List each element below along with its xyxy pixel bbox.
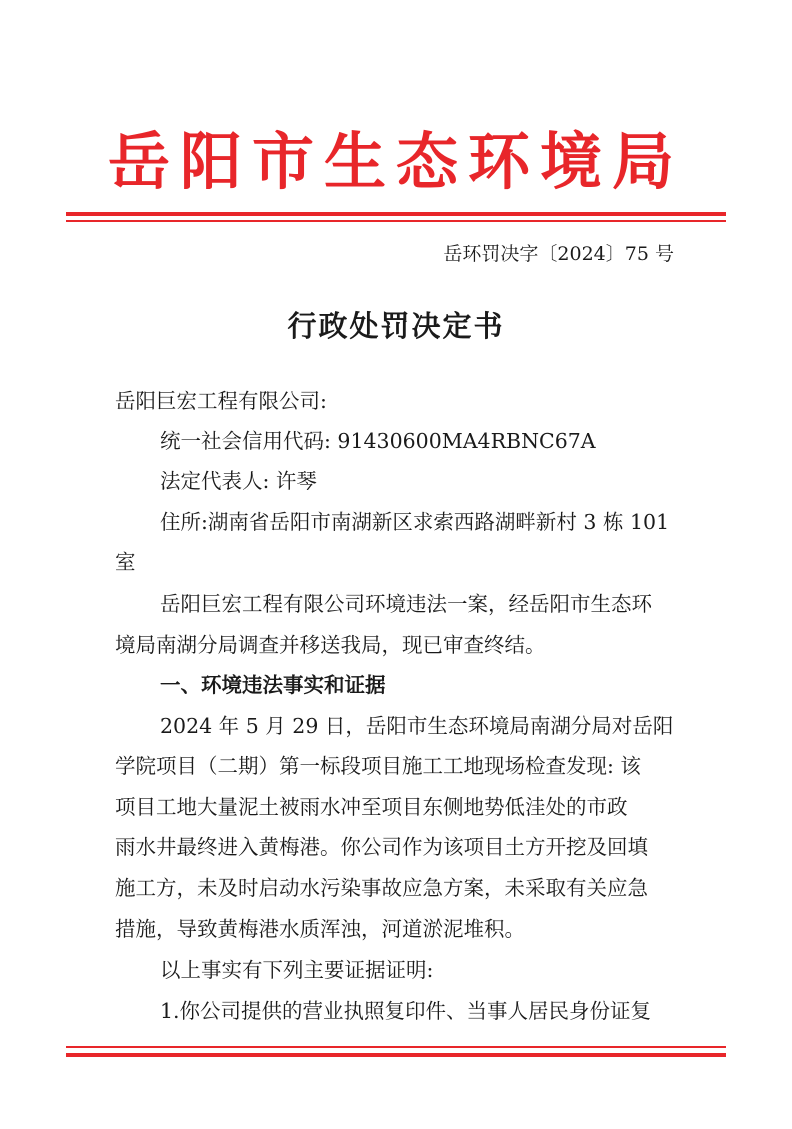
intro-line: 境局南湖分局调查并移送我局，现已审查终结。: [115, 633, 546, 657]
document-title: 行政处罚决定书: [287, 309, 505, 343]
agency-masthead: 岳阳市生态环境局: [107, 125, 684, 198]
intro-line: 岳阳巨宏工程有限公司环境违法一案，经岳阳市生态环: [160, 592, 652, 616]
paragraph-line: 学院项目（二期）第一标段项目施工工地现场检查发现: 该: [115, 754, 641, 778]
address-line-2: 室: [115, 550, 136, 574]
footer-rule-thin: [66, 1046, 726, 1048]
document-number: 岳环罚决字〔2024〕75 号: [443, 243, 674, 265]
paragraph-line: 施工方，未及时启动水污染事故应急方案，未采取有关应急: [115, 876, 648, 900]
paragraph-line: 2024 年 5 月 29 日，岳阳市生态环境局南湖分局对岳阳: [160, 714, 674, 738]
paragraph-line: 措施，导致黄梅港水质浑浊，河道淤泥堆积。: [115, 917, 525, 941]
party-name: 岳阳巨宏工程有限公司:: [115, 389, 327, 413]
header-rule-thin: [66, 220, 726, 222]
address-line-1: 住所:湖南省岳阳市南湖新区求索西路湖畔新村 3 栋 101: [160, 510, 670, 534]
header-rule-thick: [66, 212, 726, 216]
paragraph-line: 项目工地大量泥土被雨水冲至项目东侧地势低洼处的市政: [115, 795, 628, 819]
legal-representative: 法定代表人: 许琴: [160, 469, 317, 493]
footer-rule-thick: [66, 1053, 726, 1057]
section-heading: 一、环境违法事实和证据: [160, 673, 386, 697]
evidence-item: 1.你公司提供的营业执照复印件、当事人居民身份证复: [160, 999, 652, 1023]
paragraph-line: 雨水井最终进入黄梅港。你公司作为该项目土方开挖及回填: [115, 835, 648, 859]
credit-code: 统一社会信用代码: 91430600MA4RBNC67A: [160, 429, 596, 453]
evidence-intro: 以上事实有下列主要证据证明:: [160, 958, 434, 982]
